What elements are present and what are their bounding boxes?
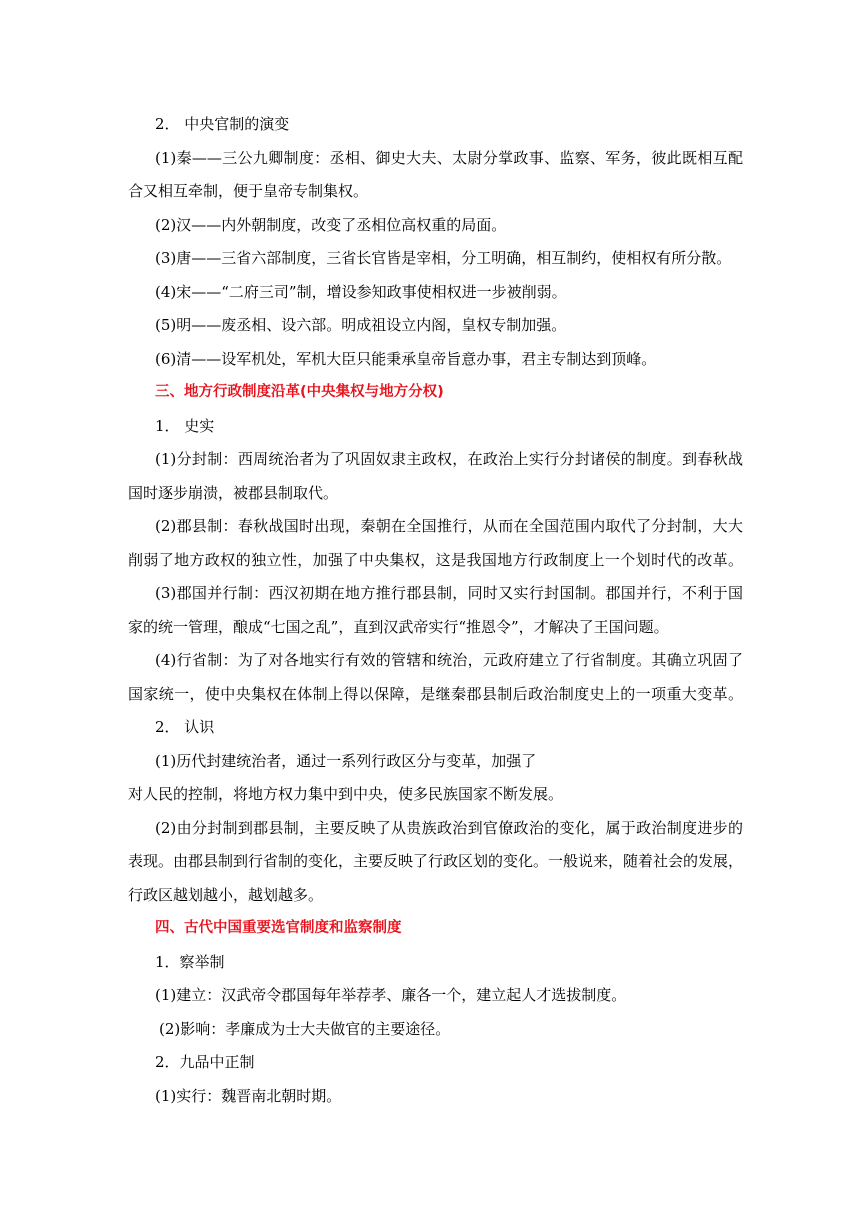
paragraph-line: (1)分封制：西周统治者为了巩固奴隶主政权，在政治上实行分封诸侯的制度。到春秋战	[155, 450, 743, 468]
paragraph-line: 对人民的控制，将地方权力集中到中央，使多民族国家不断发展。	[128, 785, 564, 803]
section-heading: 三、地方行政制度沿革(中央集权与地方分权)	[155, 384, 444, 400]
section-heading: 四、古代中国重要选官制度和监察制度	[155, 920, 402, 936]
paragraph-line: (2)由分封制到郡县制，主要反映了从贵族政治到官僚政治的变化，属于政治制度进步的	[155, 818, 743, 837]
paragraph-line: (6)清——设军机处，军机大臣只能秉承皇帝旨意办事，君主专制达到顶峰。	[155, 349, 657, 368]
subsection-title: 2．九品中正制	[155, 1053, 255, 1071]
paragraph-line: (3)唐——三省六部制度，三省长官皆是宰相，分工明确，相互制约，使相权有所分散。	[155, 249, 732, 267]
paragraph-line: (2)汉——内外朝制度，改变了丞相位高权重的局面。	[155, 215, 507, 234]
paragraph-line: (3)郡国并行制：西汉初期在地方推行郡县制，同时又实行封国制。郡国并行，不利于国	[155, 584, 743, 602]
section-title: 2． 中央官制的演变	[155, 115, 290, 133]
paragraph-line: 行政区越划越小，越划越多。	[128, 885, 324, 904]
paragraph-line: (2)影响：孝廉成为士大夫做官的主要途径。	[159, 1019, 451, 1038]
paragraph-line: (1)历代封建统治者，通过一系列行政区分与变革，加强了	[155, 751, 537, 770]
paragraph-line: (4)行省制：为了对各地实行有效的管辖和统治，元政府建立了行省制度。其确立巩固了	[155, 651, 743, 669]
paragraph-line: 表现。由郡县制到行省制的变化，主要反映了行政区划的变化。一般说来，随着社会的发展，	[128, 852, 744, 870]
paragraph-line: 家的统一管理，酿成“七国之乱”，直到汉武帝实行“推恩令”，才解决了王国问题。	[128, 617, 669, 636]
paragraph-line: (1)实行：魏晋南北朝时期。	[155, 1086, 342, 1105]
paragraph-line: 国家统一，使中央集权在体制上得以保障，是继秦郡县制后政治制度史上的一项重大变革。	[128, 684, 743, 703]
paragraph-line: (1)建立：汉武帝令郡国每年举荐孝、廉各一个，建立起人才选拔制度。	[155, 986, 627, 1004]
paragraph-line: (2)郡县制：春秋战国时出现，秦朝在全国推行，从而在全国范围内取代了分封制，大大	[155, 517, 743, 535]
paragraph-line: (1)秦——三公九卿制度：丞相、御史大夫、太尉分掌政事、监察、军务，彼此既相互配	[155, 148, 743, 167]
paragraph-line: 国时逐步崩溃，被郡县制取代。	[128, 483, 339, 502]
document-body	[128, 108, 743, 1113]
paragraph-line: 合又相互牵制，便于皇帝专制集权。	[128, 182, 369, 200]
paragraph-line: 削弱了地方政权的独立性，加强了中央集权，这是我国地方行政制度上一个划时代的改革。	[128, 550, 743, 569]
paragraph-line: (5)明——废丞相、设六部。明成祖设立内阁，皇权专制加强。	[155, 316, 567, 334]
subsection-title: 1．察举制	[155, 952, 225, 971]
subsection-title: 1． 史实	[155, 416, 215, 435]
paragraph-line: (4)宋——“二府三司”制，增设参知政事使相权进一步被削弱。	[155, 282, 567, 301]
subsection-title: 2． 认识	[155, 718, 215, 736]
